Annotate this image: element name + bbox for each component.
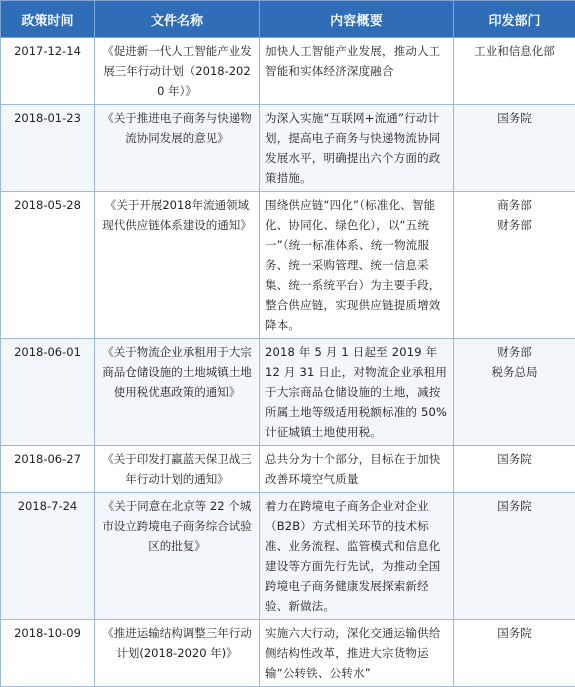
cell-content-summary: 总共分为十个部分，目标在于加快改善环境空气质量	[260, 446, 454, 493]
cell-document-name: 《关于推进电子商务与快递物流协同发展的意见》	[95, 105, 260, 192]
department-name: 国务院	[459, 449, 570, 469]
cell-policy-date: 2018-06-01	[1, 339, 95, 446]
cell-document-name: 《关于印发打赢蓝天保卫战三年行动计划的通知》	[95, 446, 260, 493]
department-name: 工业和信息化部	[459, 41, 570, 61]
department-name: 财务部	[459, 342, 570, 362]
table-row	[1, 620, 575, 687]
cell-document-name: 《关于开展2018年流通领域现代供应链体系建设的通知》	[95, 192, 260, 339]
cell-document-name: 《关于同意在北京等 22 个城市设立跨境电子商务综合试验区的批复》	[95, 493, 260, 620]
cell-content-summary: 围绕供应链“四化”（标准化、智能化、协同化、绿色化），以“五统一”（统一标准体系、统一物流服务、统一采购管理、统一信息采集、统一系统平台）为主要手段，整合供应链，实现供应链提质增效降本。	[260, 192, 454, 339]
header-content-summary: 内容概要	[260, 1, 454, 38]
cell-issuing-department	[454, 339, 575, 446]
cell-policy-date: 2017-12-14	[1, 38, 95, 105]
cell-issuing-department	[454, 192, 575, 339]
table-row	[1, 493, 575, 620]
cell-policy-date: 2018-7-24	[1, 493, 95, 620]
cell-policy-date: 2018-06-27	[1, 446, 95, 493]
cell-document-name: 《推进运输结构调整三年行动计划(2018-2020 年)》	[95, 620, 260, 687]
cell-content-summary: 为深入实施“互联网+流通”行动计划，提高电子商务与快递物流协同发展水平，明确提出六个方面的政策措施。	[260, 105, 454, 192]
table-row	[1, 105, 575, 192]
cell-document-name: 《关于物流企业承租用于大宗商品仓储设施的土地城镇土地使用税优惠政策的通知》	[95, 339, 260, 446]
table-header	[1, 1, 575, 38]
cell-content-summary: 2018 年 5 月 1 日起至 2019 年 12 月 31 日止，对物流企业承租用于大宗商品仓储设施的土地，减按所属土地等级适用税额标准的 50%计征城镇土地使用税。	[260, 339, 454, 446]
cell-issuing-department	[454, 446, 575, 493]
table-row	[1, 192, 575, 339]
department-name: 税务总局	[459, 362, 570, 382]
table-row	[1, 446, 575, 493]
cell-content-summary: 实施六大行动，深化交通运输供给侧结构性改革，推进大宗货物运输“公转铁、公转水”	[260, 620, 454, 687]
cell-content-summary: 着力在跨境电子商务企业对企业（B2B）方式相关环节的技术标准、业务流程、监管模式和信息化建设等方面先行先试，为推动全国跨境电子商务健康发展探索新经验、新做法。	[260, 493, 454, 620]
cell-policy-date: 2018-10-09	[1, 620, 95, 687]
header-document-name: 文件名称	[95, 1, 260, 38]
table-row	[1, 339, 575, 446]
table-row	[1, 38, 575, 105]
department-name: 国务院	[459, 496, 570, 516]
department-name: 国务院	[459, 623, 570, 643]
cell-issuing-department	[454, 620, 575, 687]
header-row	[1, 1, 575, 38]
cell-policy-date: 2018-05-28	[1, 192, 95, 339]
cell-issuing-department	[454, 493, 575, 620]
cell-document-name: 《促进新一代人工智能产业发展三年行动计划（2018-2020 年）》	[95, 38, 260, 105]
header-issuing-department: 印发部门	[454, 1, 575, 38]
cell-content-summary: 加快人工智能产业发展，推动人工智能和实体经济深度融合	[260, 38, 454, 105]
header-policy-date: 政策时间	[1, 1, 95, 38]
table-body	[1, 38, 575, 687]
department-name: 财务部	[459, 215, 570, 235]
department-name: 商务部	[459, 195, 570, 215]
cell-issuing-department	[454, 38, 575, 105]
department-name: 国务院	[459, 108, 570, 128]
cell-issuing-department	[454, 105, 575, 192]
cell-policy-date: 2018-01-23	[1, 105, 95, 192]
